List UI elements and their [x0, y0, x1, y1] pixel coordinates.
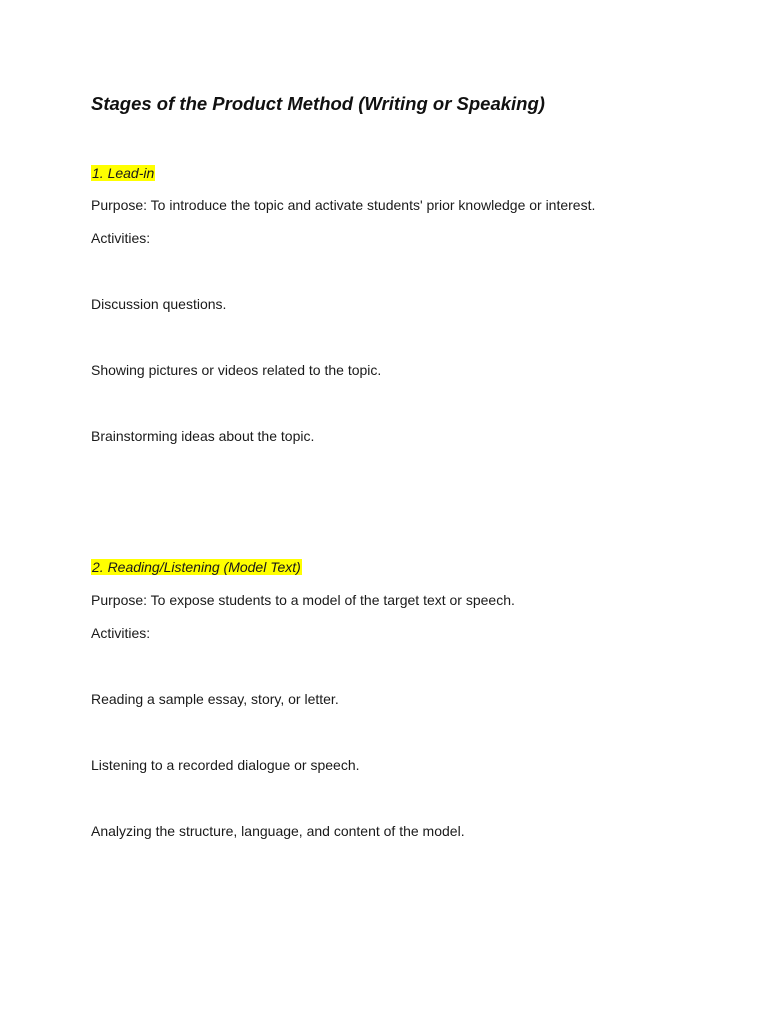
document-title: Stages of the Product Method (Writing or Speaking) [91, 93, 545, 114]
activity-item: Brainstorming ideas about the topic. [91, 428, 315, 444]
activities-label: Activities: [91, 230, 151, 246]
activity-item: Showing pictures or videos related to the topic. [91, 362, 382, 378]
activity-item: Discussion questions. [91, 296, 227, 312]
activity-item: Reading a sample essay, story, or letter. [91, 691, 339, 707]
section-heading [91, 164, 155, 182]
section-purpose: Purpose: To expose students to a model of the target text or speech. [91, 592, 515, 608]
activity-item: Analyzing the structure, language, and content of the model. [91, 823, 465, 839]
section-heading [91, 558, 302, 576]
activities-label: Activities: [91, 625, 151, 641]
section-heading-text: 1. Lead-in [92, 165, 155, 181]
section-heading-text: 2. Reading/Listening (Model Text) [92, 559, 301, 575]
section-purpose: Purpose: To introduce the topic and activate students' prior knowledge or interest. [91, 197, 596, 213]
activity-item: Listening to a recorded dialogue or speech. [91, 757, 360, 773]
